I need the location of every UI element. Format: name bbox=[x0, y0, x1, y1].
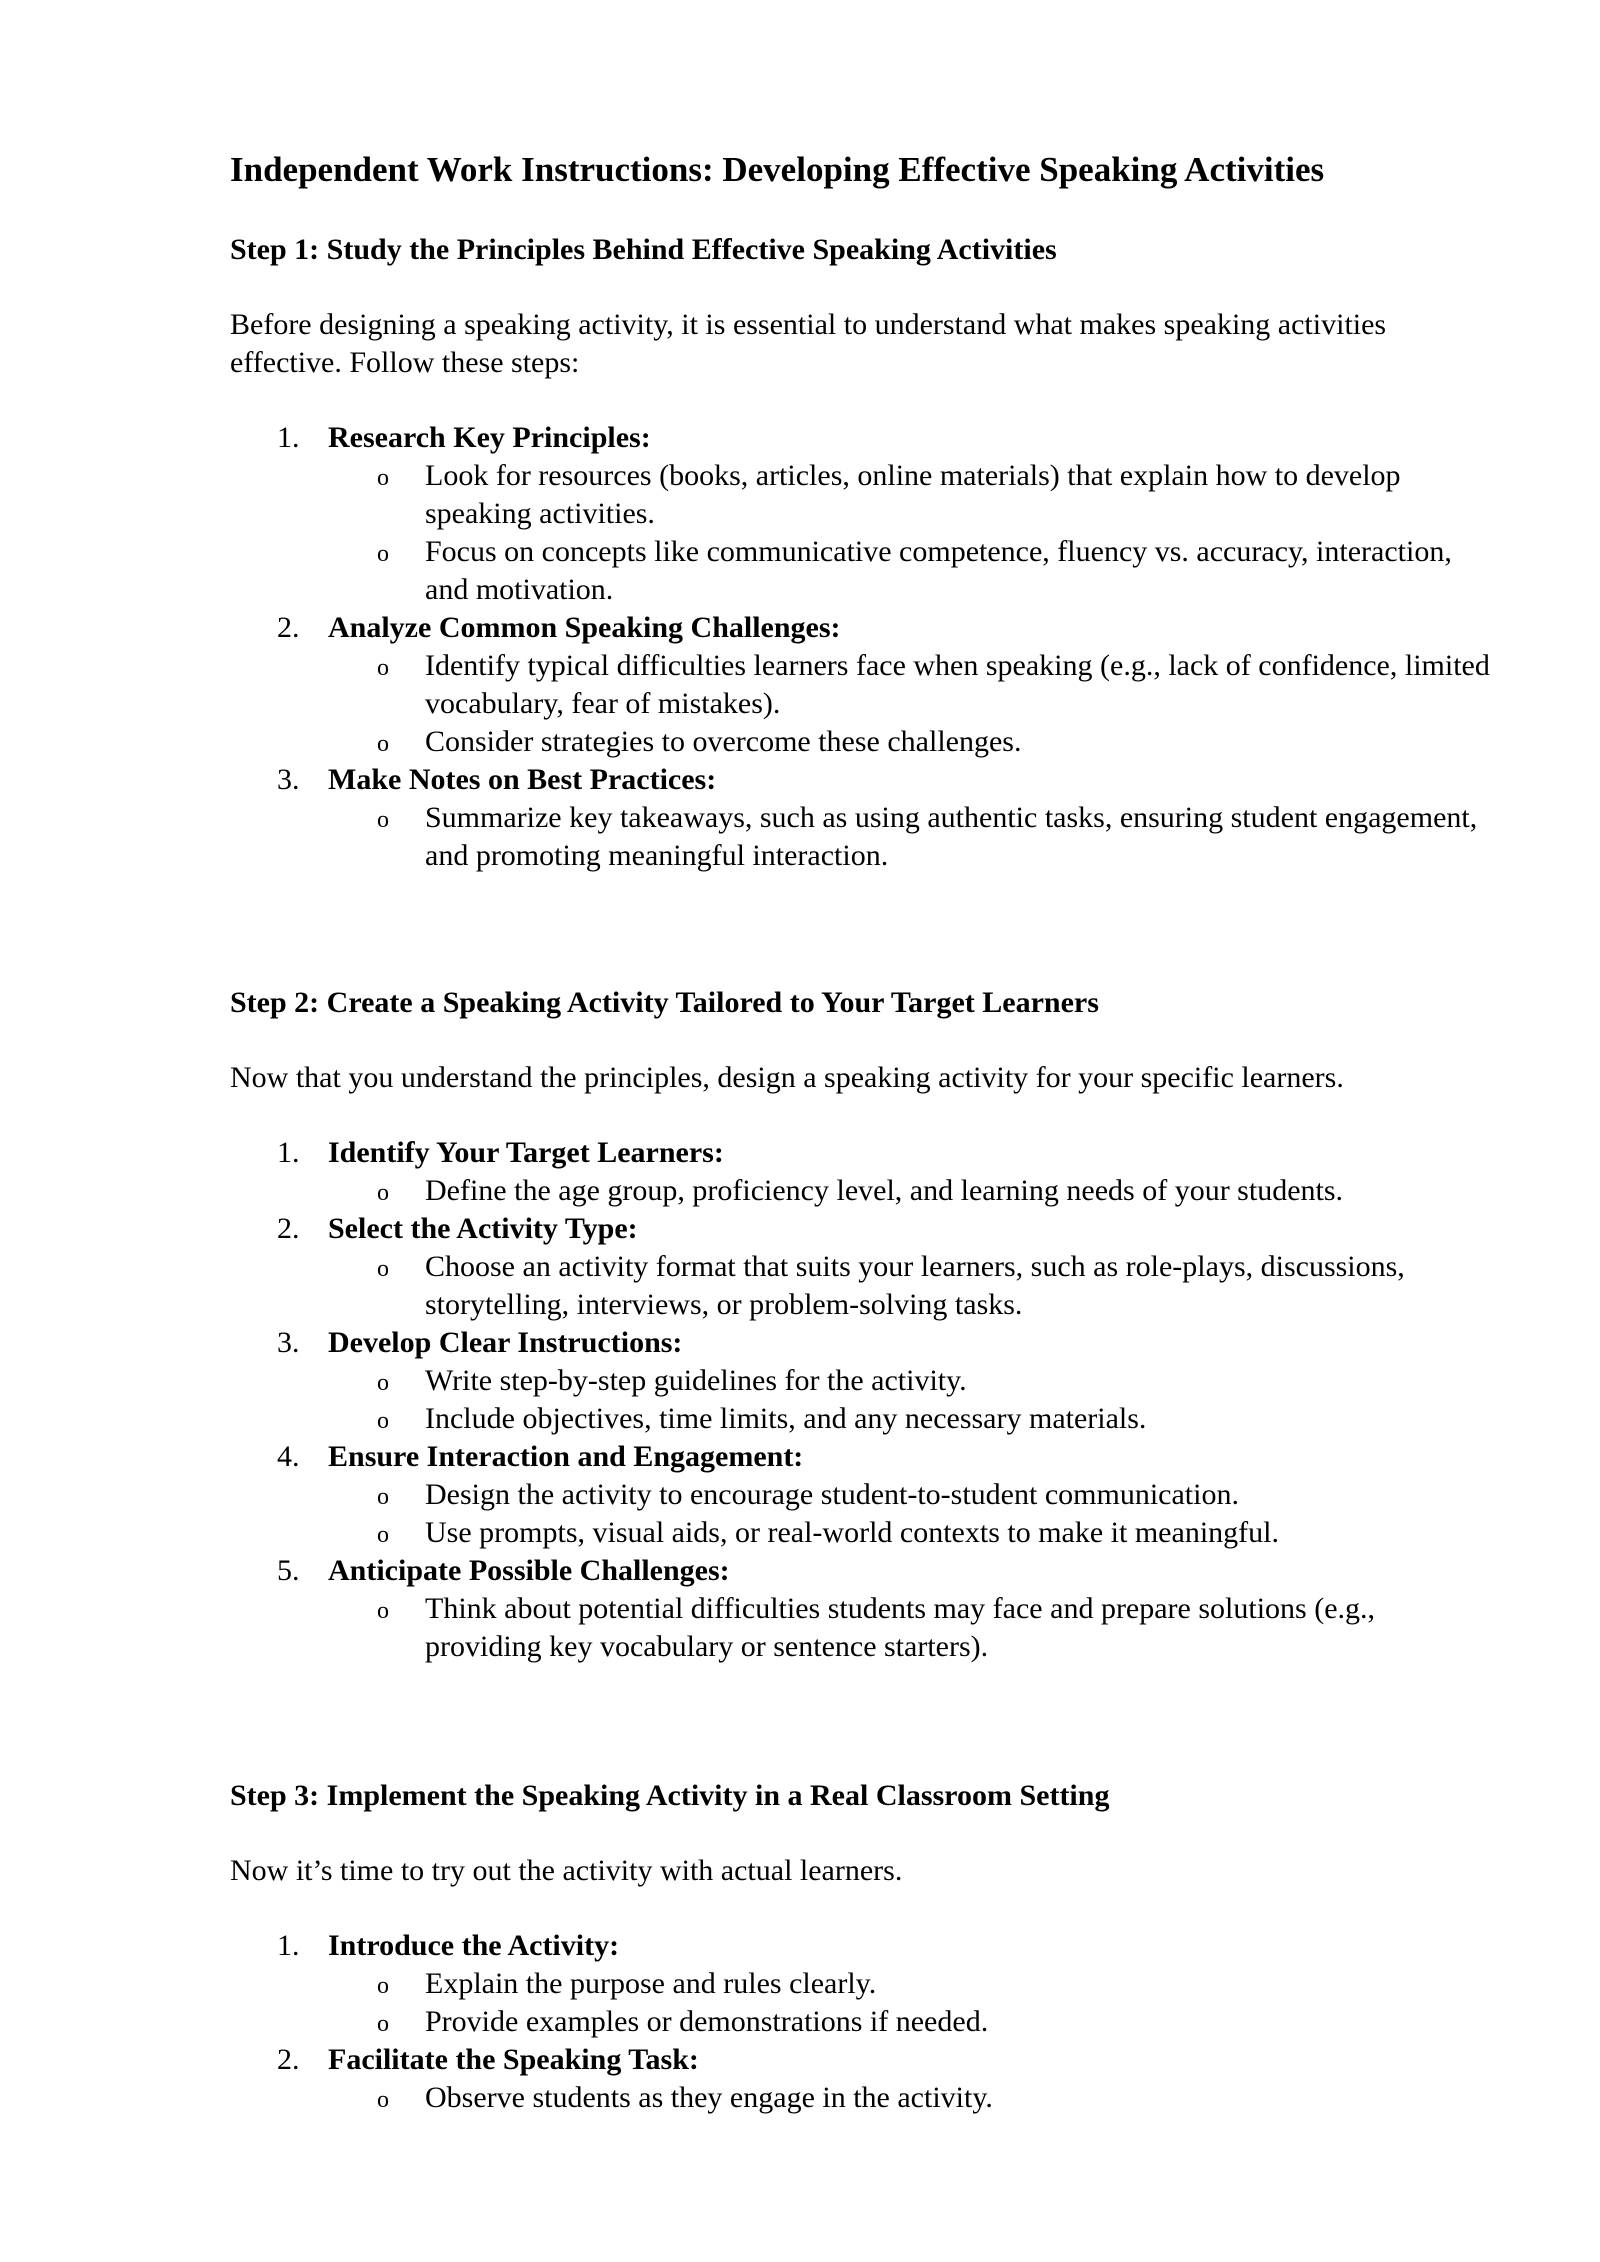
step-3-section bbox=[230, 1777, 1490, 2117]
numbered-list-item bbox=[230, 419, 1490, 609]
item-title: Anticipate Possible Challenges: bbox=[328, 1554, 730, 1587]
step-intro: Now it’s time to try out the activity with actual learners. bbox=[230, 1854, 903, 1887]
bullet-list bbox=[328, 1590, 1490, 1666]
bullet-marker: o bbox=[377, 541, 389, 567]
numbered-list-item bbox=[230, 1927, 1490, 2041]
item-title: Identify Your Target Learners: bbox=[328, 1136, 724, 1169]
bullet-text: Design the activity to encourage student-to-student communication. bbox=[425, 1478, 1239, 1511]
item-number: 2. bbox=[277, 2043, 300, 2076]
item-title: Make Notes on Best Practices: bbox=[328, 763, 717, 796]
numbered-list-item bbox=[230, 761, 1490, 875]
bullet-text: Choose an activity format that suits your learners, such as role-plays, discussions, storytelling, interviews, or problem-solving tasks. bbox=[425, 1250, 1405, 1321]
numbered-list-item bbox=[230, 2041, 1490, 2117]
bullet-text: Include objectives, time limits, and any necessary materials. bbox=[425, 1402, 1147, 1435]
bullet-item bbox=[377, 1362, 1490, 1400]
numbered-list-item bbox=[230, 1438, 1490, 1552]
numbered-list-item bbox=[230, 609, 1490, 761]
item-number: 2. bbox=[277, 1212, 300, 1245]
numbered-list bbox=[230, 419, 1490, 875]
item-number: 5. bbox=[277, 1554, 300, 1587]
item-title: Introduce the Activity: bbox=[328, 1929, 620, 1962]
bullet-list bbox=[328, 1476, 1490, 1552]
bullet-text: Consider strategies to overcome these challenges. bbox=[425, 725, 1022, 758]
step-intro: Before designing a speaking activity, it is essential to understand what makes speaking activities effective. Follow these steps: bbox=[230, 308, 1387, 379]
bullet-marker: o bbox=[377, 1180, 389, 1206]
bullet-list bbox=[328, 2079, 1490, 2117]
bullet-marker: o bbox=[377, 1370, 389, 1396]
bullet-marker: o bbox=[377, 465, 389, 491]
bullet-list bbox=[328, 457, 1490, 609]
bullet-list bbox=[328, 1362, 1490, 1438]
bullet-marker: o bbox=[377, 1598, 389, 1624]
step-2-section bbox=[230, 984, 1490, 1666]
bullet-marker: o bbox=[377, 2087, 389, 2113]
bullet-item bbox=[377, 647, 1490, 723]
numbered-list-item bbox=[230, 1210, 1490, 1324]
bullet-marker: o bbox=[377, 655, 389, 681]
step-heading: Step 2: Create a Speaking Activity Tailored to Your Target Learners bbox=[230, 986, 1099, 1019]
numbered-list-item bbox=[230, 1552, 1490, 1666]
bullet-list bbox=[328, 1248, 1490, 1324]
bullet-marker: o bbox=[377, 731, 389, 757]
item-title: Research Key Principles: bbox=[328, 421, 651, 454]
bullet-text: Use prompts, visual aids, or real-world contexts to make it meaningful. bbox=[425, 1516, 1279, 1549]
bullet-text: Provide examples or demonstrations if needed. bbox=[425, 2005, 989, 2038]
item-title: Select the Activity Type: bbox=[328, 1212, 638, 1245]
bullet-marker: o bbox=[377, 807, 389, 833]
bullet-text: Define the age group, proficiency level, and learning needs of your students. bbox=[425, 1174, 1344, 1207]
bullet-marker: o bbox=[377, 1256, 389, 1282]
item-number: 1. bbox=[277, 421, 300, 454]
bullet-item bbox=[377, 723, 1490, 761]
bullet-list bbox=[328, 1172, 1490, 1210]
bullet-item bbox=[377, 1248, 1490, 1324]
bullet-marker: o bbox=[377, 2011, 389, 2037]
bullet-text: Look for resources (books, articles, online materials) that explain how to develop speaking activities. bbox=[425, 459, 1401, 530]
bullet-text: Observe students as they engage in the activity. bbox=[425, 2081, 993, 2114]
bullet-item bbox=[377, 2079, 1490, 2117]
item-number: 3. bbox=[277, 763, 300, 796]
numbered-list-item bbox=[230, 1134, 1490, 1210]
bullet-list bbox=[328, 1965, 1490, 2041]
item-number: 1. bbox=[277, 1136, 300, 1169]
bullet-item bbox=[377, 1965, 1490, 2003]
item-title: Facilitate the Speaking Task: bbox=[328, 2043, 699, 2076]
bullet-item bbox=[377, 457, 1490, 533]
item-number: 3. bbox=[277, 1326, 300, 1359]
document-title: Independent Work Instructions: Developing Effective Speaking Activities bbox=[230, 150, 1325, 189]
item-title: Analyze Common Speaking Challenges: bbox=[328, 611, 841, 644]
bullet-marker: o bbox=[377, 1522, 389, 1548]
item-number: 2. bbox=[277, 611, 300, 644]
bullet-marker: o bbox=[377, 1484, 389, 1510]
bullet-list bbox=[328, 799, 1490, 875]
bullet-text: Explain the purpose and rules clearly. bbox=[425, 1967, 877, 2000]
bullet-item bbox=[377, 533, 1490, 609]
bullet-text: Write step-by-step guidelines for the activity. bbox=[425, 1364, 967, 1397]
bullet-item bbox=[377, 1590, 1490, 1666]
numbered-list bbox=[230, 1134, 1490, 1666]
item-number: 4. bbox=[277, 1440, 300, 1473]
bullet-list bbox=[328, 647, 1490, 761]
bullet-item bbox=[377, 1172, 1490, 1210]
numbered-list bbox=[230, 1927, 1490, 2117]
bullet-item bbox=[377, 2003, 1490, 2041]
item-number: 1. bbox=[277, 1929, 300, 1962]
step-intro: Now that you understand the principles, design a speaking activity for your specific learners. bbox=[230, 1061, 1344, 1094]
item-title: Develop Clear Instructions: bbox=[328, 1326, 683, 1359]
step-1-section bbox=[230, 231, 1490, 875]
step-heading: Step 1: Study the Principles Behind Effective Speaking Activities bbox=[230, 233, 1057, 266]
bullet-item bbox=[377, 1400, 1490, 1438]
bullet-item bbox=[377, 799, 1490, 875]
step-heading: Step 3: Implement the Speaking Activity in a Real Classroom Setting bbox=[230, 1779, 1110, 1812]
bullet-marker: o bbox=[377, 1408, 389, 1434]
bullet-item bbox=[377, 1514, 1490, 1552]
bullet-item bbox=[377, 1476, 1490, 1514]
bullet-text: Identify typical difficulties learners face when speaking (e.g., lack of confidence, limited vocabulary, fear of mistakes). bbox=[425, 649, 1490, 720]
item-title: Ensure Interaction and Engagement: bbox=[328, 1440, 804, 1473]
numbered-list-item bbox=[230, 1324, 1490, 1438]
bullet-text: Think about potential difficulties students may face and prepare solutions (e.g., providing key vocabulary or sentence starters). bbox=[425, 1592, 1376, 1663]
bullet-marker: o bbox=[377, 1973, 389, 1999]
bullet-text: Focus on concepts like communicative competence, fluency vs. accuracy, interaction, and motivation. bbox=[425, 535, 1452, 606]
bullet-text: Summarize key takeaways, such as using authentic tasks, ensuring student engagement, and promoting meaningful interaction. bbox=[425, 801, 1478, 872]
